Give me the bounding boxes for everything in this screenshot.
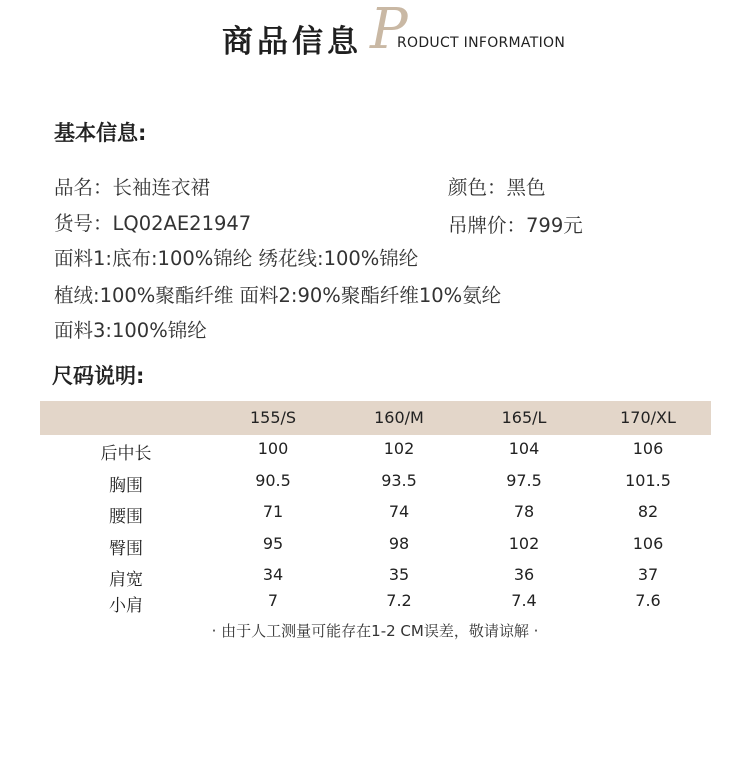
table-cell: 90.5 — [255, 470, 291, 490]
size-column-header: 165/L — [501, 408, 547, 427]
table-cell: 101.5 — [625, 470, 671, 490]
size-column-header: 155/S — [249, 408, 297, 427]
title-chinese: 商品信息 — [222, 24, 362, 60]
table-cell: 95 — [262, 533, 284, 553]
table-cell: 7.2 — [386, 590, 412, 610]
row-label: 腰围 — [109, 507, 143, 527]
table-cell: 106 — [632, 439, 664, 458]
item-number: 货号：LQ02AE21947 — [54, 212, 252, 235]
table-cell: 7.6 — [635, 590, 661, 610]
basic-info-heading: 基本信息: — [54, 121, 147, 145]
measurement-note: · 由于人工测量可能存在1-2 CM误差，敬请谅解 · — [211, 622, 539, 640]
fabric-line-2: 植绒:100%聚酯纤维 面料2:90%聚酯纤维10%氨纶 — [54, 284, 502, 307]
table-cell: 7.4 — [511, 590, 537, 610]
fabric-line-3: 面料3:100%锦纶 — [54, 319, 207, 342]
product-color: 颜色：黑色 — [448, 176, 546, 199]
table-cell: 97.5 — [506, 470, 542, 490]
table-row — [40, 590, 711, 621]
title-english: RODUCT INFORMATION — [397, 35, 566, 51]
size-column-header: 160/M — [374, 408, 424, 427]
table-cell: 100 — [257, 439, 289, 458]
table-cell: 35 — [388, 565, 410, 584]
fabric-line-1: 面料1:底布:100%锦纶 绣花线:100%锦纶 — [54, 247, 419, 270]
size-chart-heading: 尺码说明: — [52, 364, 145, 388]
row-label: 臀围 — [109, 538, 143, 559]
table-cell: 102 — [383, 439, 415, 458]
table-cell: 102 — [508, 533, 540, 553]
table-cell: 34 — [262, 565, 284, 584]
page-header — [0, 0, 750, 70]
row-label: 小肩 — [109, 595, 143, 616]
size-table-header — [40, 401, 711, 435]
table-cell: 71 — [262, 502, 284, 521]
table-row — [40, 498, 711, 530]
row-label: 肩宽 — [109, 570, 143, 590]
size-table — [40, 401, 711, 621]
table-cell: 78 — [513, 502, 535, 521]
table-cell: 74 — [388, 502, 410, 521]
table-row — [40, 467, 711, 499]
row-label: 后中长 — [100, 444, 152, 464]
title-decorative-initial: P — [370, 0, 408, 62]
table-cell: 37 — [637, 565, 659, 584]
table-cell: 93.5 — [381, 470, 417, 490]
table-cell: 98 — [388, 533, 410, 553]
product-name: 品名：长袖连衣裙 — [54, 176, 211, 199]
table-row — [40, 561, 711, 593]
table-cell: 104 — [508, 439, 540, 458]
table-cell: 82 — [637, 502, 659, 521]
row-label: 胸围 — [109, 475, 143, 496]
table-row — [40, 530, 711, 562]
table-cell: 7 — [267, 590, 279, 610]
size-column-header: 170/XL — [620, 408, 676, 427]
tag-price: 吊牌价：799元 — [448, 214, 583, 237]
table-cell: 36 — [513, 565, 535, 584]
table-cell: 106 — [632, 533, 664, 553]
table-row — [40, 435, 711, 467]
